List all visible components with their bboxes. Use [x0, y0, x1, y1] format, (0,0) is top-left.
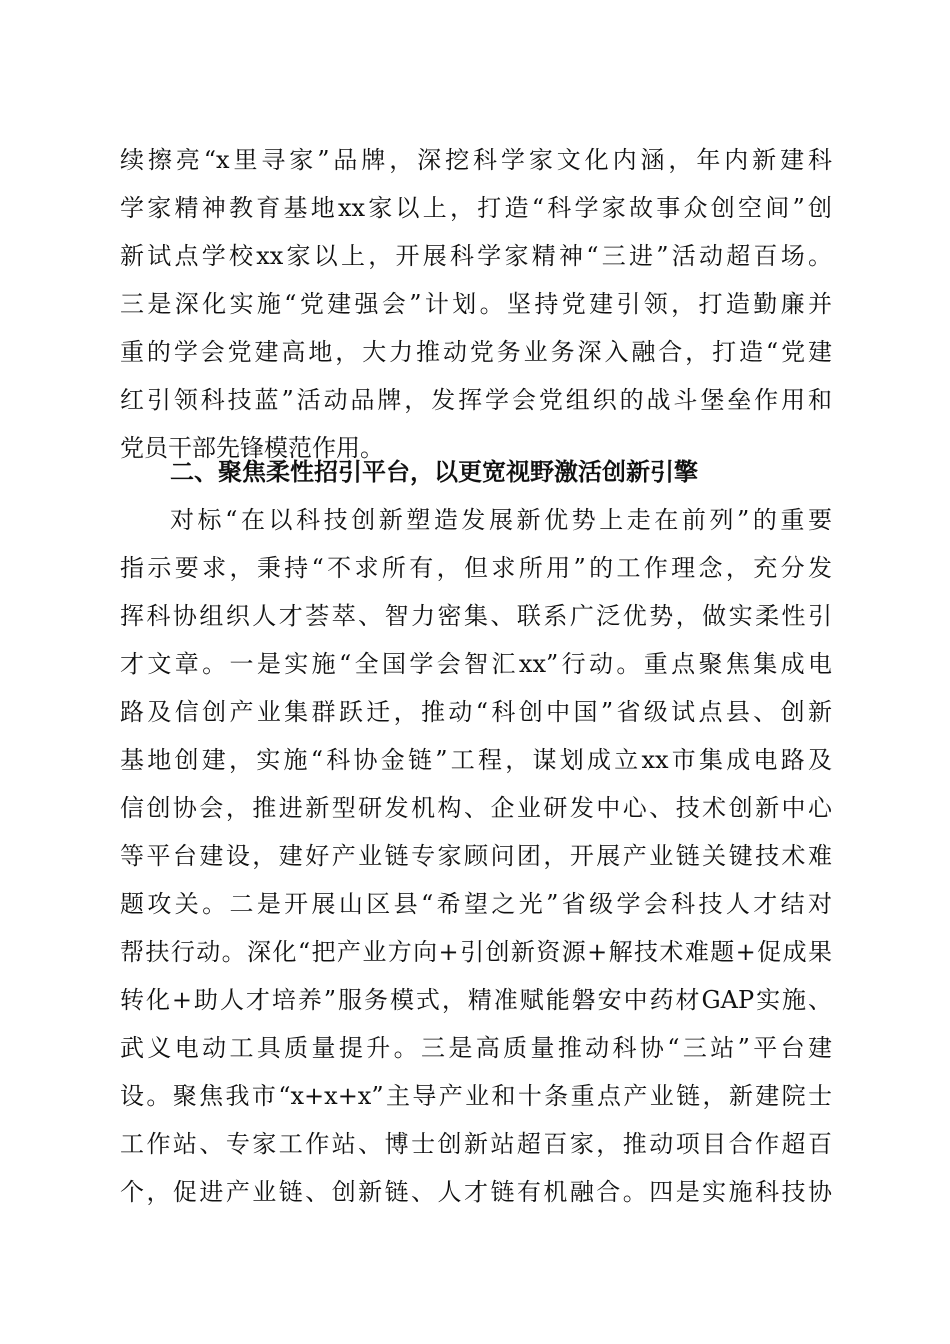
- paragraph-line: 等平台建设，建好产业链专家顾问团，开展产业链关键技术难: [120, 842, 832, 870]
- paragraph-line: 转化+助人才培养”服务模式，精准赋能磐安中药材GAP实施、: [120, 986, 832, 1014]
- paragraph-line: 路及信创产业集群跃迁，推动“科创中国”省级试点县、创新: [120, 698, 832, 726]
- paragraph-1: [120, 136, 832, 472]
- paragraph-line: 对标“在以科技创新塑造发展新优势上走在前列”的重要: [170, 506, 832, 534]
- paragraph-line: 新试点学校xx家以上，开展科学家精神“三进”活动超百场。: [120, 242, 832, 270]
- paragraph-line: 帮扶行动。深化“把产业方向+引创新资源+解技术难题+促成果: [120, 938, 832, 966]
- paragraph-line: 才文章。一是实施“全国学会智汇xx”行动。重点聚焦集成电: [120, 650, 832, 678]
- paragraph-line: 信创协会，推进新型研发机构、企业研发中心、技术创新中心: [120, 794, 832, 822]
- paragraph-line: 党员干部先锋模范作用。: [120, 434, 384, 462]
- paragraph-line: 挥科协组织人才荟萃、智力密集、联系广泛优势，做实柔性引: [120, 602, 832, 630]
- section-heading: 二、聚焦柔性招引平台，以更宽视野激活创新引擎: [170, 458, 698, 486]
- paragraph-line: 续擦亮“x里寻家”品牌，深挖科学家文化内涵，年内新建科: [120, 146, 832, 174]
- paragraph-line: 设。聚焦我市“x+x+x”主导产业和十条重点产业链，新建院士: [120, 1082, 832, 1110]
- paragraph-line: 学家精神教育基地xx家以上，打造“科学家故事众创空间”创: [120, 194, 832, 222]
- section-heading-block: [120, 448, 832, 496]
- paragraph-line: 题攻关。二是开展山区县“希望之光”省级学会科技人才结对: [120, 890, 832, 918]
- paragraph-line: 红引领科技蓝”活动品牌，发挥学会党组织的战斗堡垒作用和: [120, 386, 832, 414]
- paragraph-line: 工作站、专家工作站、博士创新站超百家，推动项目合作超百: [120, 1130, 832, 1158]
- paragraph-line: 三是深化实施“党建强会”计划。坚持党建引领，打造勤廉并: [120, 290, 832, 318]
- paragraph-line: 指示要求，秉持“不求所有，但求所用”的工作理念，充分发: [120, 554, 832, 582]
- paragraph-line: 重的学会党建高地，大力推动党务业务深入融合，打造“党建: [120, 338, 832, 366]
- paragraph-line: 基地创建，实施“科协金链”工程，谋划成立xx市集成电路及: [120, 746, 832, 774]
- paragraph-2: [120, 496, 832, 1216]
- paragraph-line: 个，促进产业链、创新链、人才链有机融合。四是实施科技协: [120, 1178, 832, 1206]
- paragraph-line: 武义电动工具质量提升。三是高质量推动科协“三站”平台建: [120, 1034, 832, 1062]
